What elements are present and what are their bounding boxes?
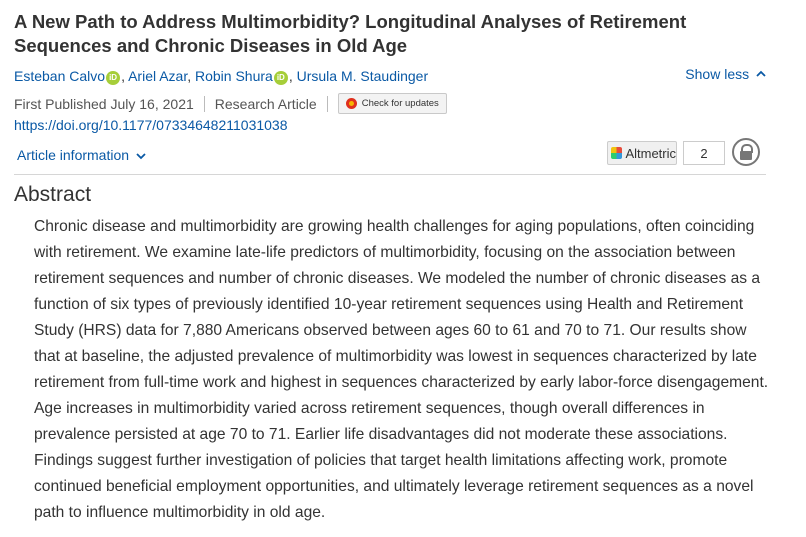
abstract-heading: Abstract xyxy=(14,183,92,206)
altmetric-widget[interactable] xyxy=(607,141,726,165)
chevron-down-icon xyxy=(136,152,146,160)
author-separator: , xyxy=(288,68,297,84)
lock-icon[interactable] xyxy=(732,138,760,166)
author-list xyxy=(14,66,428,86)
check-for-updates-button[interactable] xyxy=(338,93,447,114)
section-divider xyxy=(14,174,766,175)
show-less-toggle[interactable] xyxy=(685,64,766,84)
crossmark-icon xyxy=(346,98,357,109)
altmetric-label: Altmetric xyxy=(625,145,676,161)
article-title: A New Path to Address Multimorbidity? Longitudinal Analyses of Retirement Sequences and Chronic Diseases in Old Age xyxy=(14,11,687,56)
article-type: Research Article xyxy=(214,95,317,112)
altmetric-count[interactable]: 2 xyxy=(683,141,725,165)
author-link-staudinger[interactable]: Ursula M. Staudinger xyxy=(296,68,429,84)
orcid-icon[interactable]: iD xyxy=(274,71,288,85)
publication-meta xyxy=(14,93,447,114)
author-link-shura[interactable]: Robin Shura xyxy=(195,68,273,84)
author-separator: , xyxy=(121,68,129,84)
published-date: First Published July 16, 2021 xyxy=(14,95,194,112)
doi-link[interactable]: https://doi.org/10.1177/07334648211031038 xyxy=(14,117,288,133)
lock-body xyxy=(740,151,752,160)
divider xyxy=(327,96,328,112)
show-less-label: Show less xyxy=(685,66,750,82)
article-information-label: Article information xyxy=(17,147,130,163)
divider xyxy=(204,96,205,112)
author-link-azar[interactable]: Ariel Azar xyxy=(128,68,188,84)
abstract-text: Chronic disease and multimorbidity are growing health challenges for aging populations, often coinciding with retirement. We examine late-life predictors of multimorbidity, focusing on the association between retirement sequences and number of chronic diseases. We modeled the number of chronic diseases as a function of six types of previously identified 10-year retirement sequences using Health and Retirement Study (HRS) data for 7,880 Americans observed between ages 60 to 61 and 70 to 71. Our results show that at baseline, the adjusted prevalence of multimorbidity was lowest in sequences characterized by late retirement from full-time work and highest in sequences characterized by early labor-force disengagement. Age increases in multimorbidity varied across retirement sequences, though overall differences in prevalence persisted at age 70 to 71. Earlier life disadvantages did not moderate these associations. Findings suggest further investigation of policies that target health limitations affecting work, promote continued beneficial employment opportunities, and ultimately leverage retirement sequences as a novel path to influence multimorbidity in old age. xyxy=(34,218,769,521)
article-information-toggle[interactable] xyxy=(17,145,146,165)
chevron-up-icon xyxy=(756,70,766,78)
author-link-calvo[interactable]: Esteban Calvo xyxy=(14,68,106,84)
altmetric-donut-icon xyxy=(611,147,622,159)
orcid-icon[interactable]: iD xyxy=(106,71,120,85)
check-updates-label: Check for updates xyxy=(361,97,439,109)
altmetric-badge[interactable] xyxy=(607,141,677,165)
author-separator: , xyxy=(187,68,195,84)
